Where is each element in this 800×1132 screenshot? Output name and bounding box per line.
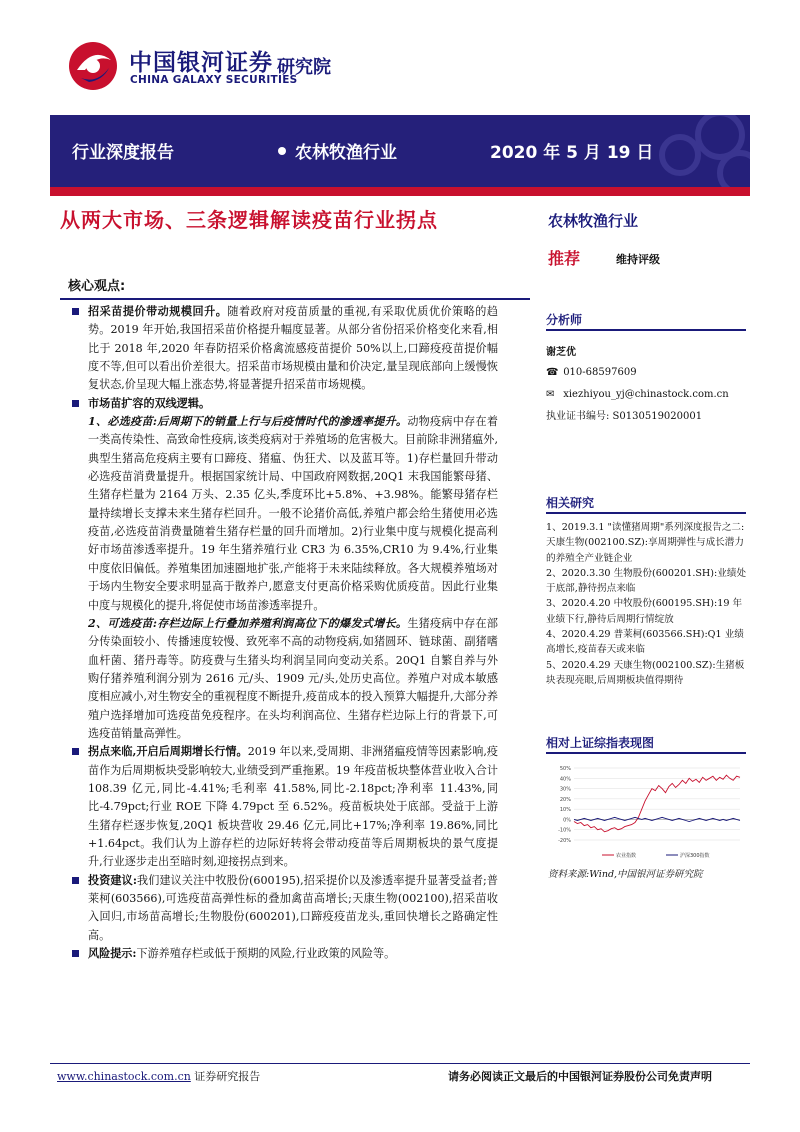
header-band: [50, 115, 750, 187]
report-title: 从两大市场、三条逻辑解读疫苗行业拐点: [60, 208, 438, 232]
y-tick-label: -10%: [558, 827, 571, 834]
y-tick-label: 50%: [559, 766, 571, 772]
research-divider: [546, 512, 746, 514]
footer-disclaimer: 请务必阅读正文最后的中国银河证券股份公司免责声明: [448, 1070, 712, 1083]
analyst-license: 执业证书编号: S0130519020001: [546, 411, 703, 422]
main-body: [88, 303, 498, 963]
core-divider: [60, 298, 530, 300]
footer-divider: [50, 1063, 750, 1064]
analyst-title: 分析师: [546, 313, 583, 327]
galaxy-logo-icon: [67, 40, 119, 92]
analyst-divider: [546, 329, 746, 331]
logo-chinese: 中国银河证券: [129, 50, 273, 76]
analyst-phone: ☎ 010-68597609: [546, 364, 637, 382]
paragraph-5: 风险提示:下游养殖存栏或低于预期的风险,行业政策的风险等。: [88, 945, 498, 963]
core-view-title: 核心观点:: [68, 279, 126, 294]
header-industry: 农林牧渔行业: [295, 143, 397, 163]
section-1: 1、必选疫苗:后周期下的销量上行与后疫情时代的渗透率提升。动物疫病中存在着一类高传染性、高致命性疫病,该类疫病对于养殖场的危害极大。目前除非洲猪瘟外,典型生猪高危疫病主要有口蹄疫、猪瘟、伪狂犬、以及蓝耳等。1)存栏量回升带动必选疫苗消费量提升。根据国家统计局、中国政府网数据,20Q1 末我国能繁母猪、生猪存栏量为 2164 万头、2.35 亿头,季度环比+5.8%、+3.98%。能繁母猪存栏量持续增长支撑未来生猪存栏回升。一般不论猪价高低,养殖户都会给生猪使用必选疫苗,必选疫苗消费量随着生猪存栏量的回升而增加。2)行业集中度与规模化提高利好市场苗渗透率提升。19 年生猪养殖行业 CR3 为 6.35%,CR10 为 9.4%,行业集中度依旧偏低。养殖集团加速圈地扩张,产能将于未来陆续释放。各大规模养殖场对于场内生物安全要求明显高于散养户,愿意支付更高价格采购优质疫苗。因此行业集中度与规模化的提升,将促使市场苗渗透率提升。: [88, 415, 498, 612]
research-item[interactable]: 4、2020.4.29 普莱柯(603566.SH):Q1 业绩高增长,疫苗春天或来临: [546, 629, 744, 656]
chart-title: 相对上证综指表现图: [546, 736, 655, 750]
paragraph-4: 投资建议:我们建议关注中牧股份(600195),招采提价以及渗透率提升显著受益者;普莱柯(603566),可选疫苗高弹性标的叠加禽苗高增长;天康生物(002100),招采苗收入回归,市场苗高增长;生物股份(600201),口蹄疫疫苗龙头,重回快增长之路确定性高。: [88, 872, 498, 945]
y-tick-label: 20%: [559, 796, 571, 803]
chart-source: 资料来源:Wind,中国银河证券研究院: [548, 869, 703, 880]
right-industry: 农林牧渔行业: [548, 212, 639, 230]
report-type: 行业深度报告: [72, 143, 174, 163]
research-title: 相关研究: [546, 496, 595, 510]
y-tick-label: 0%: [563, 817, 571, 824]
logo-english: CHINA GALAXY SECURITIES: [130, 74, 298, 86]
y-tick-label: -20%: [558, 838, 571, 844]
section-2: 2、可选疫苗:存栏边际上行叠加养殖利润高位下的爆发式增长。生猪疫病中存在部分传染面较小、传播速度较慢、致死率不高的动物疫病,如猪圆环、链球菌、副猪嗜血杆菌、猪丹毒等。防疫费与生猪头均利润呈同向变动关系。20Q1 自繁自养与外购仔猪养殖利润分别为 2616 元/头、1909 元/头,处历史高位。养殖户对成本敏感度相应减小,对生物安全的重视程度不断提升,疫苗成本的投入预算大幅提升,大部分养殖户选择增加可选疫苗免疫程序。在头均利润高位、生猪存栏边际上行的背景下,可选疫苗销量高弹性。: [88, 616, 498, 740]
footer-website-link[interactable]: www.chinastock.com.cn: [57, 1070, 191, 1083]
company-logo: [55, 38, 385, 98]
performance-chart: [548, 762, 744, 862]
research-item[interactable]: 1、2019.3.1 "读懂猪周期"系列深度报告之二:天康生物(002100.SZ):享周期弹性与成长潜力的养殖全产业链企业: [546, 522, 745, 564]
paragraph-2-lead: 市场苗扩容的双线逻辑。: [88, 395, 498, 413]
logo-institute: 研究院: [277, 57, 331, 78]
header-red-stripe: [50, 187, 750, 196]
paragraph-1: 招采苗提价带动规模回升。随着政府对疫苗质量的重视,有采取优质优价策略的趋势。2019 年开始,我国招采苗价格提升幅度显著。从部分省份招采价格变化来看,相比于 2018 年,2020 年春防招采价格禽流感疫苗提价 50%以上,口蹄疫疫苗提价幅度不等,但可以看出价差很大。招采苗市场规模由量和价决定,量呈现底部向上缓慢恢复状态,价呈现大幅上涨态势,将显著提升招采苗市场规模。: [88, 303, 498, 395]
footer-left: www.chinastock.com.cn 证券研究报告: [57, 1070, 261, 1083]
legend-label: 农业指数: [616, 853, 637, 859]
paragraph-3: 拐点来临,开启后周期增长行情。2019 年以来,受周期、非洲猪瘟疫情等因素影响,疫苗作为后周期板块受影响较大,业绩受到严重拖累。19 年疫苗板块整体营业收入合计 108.39 亿元,同比-4.41%;毛利率 41.58%,同比-2.18pct;净利率 11.43%,同比-4.79pct;行业 ROE 下降 4.79pct 至 6.52%。疫苗板块处于底部。受益于上游生猪存栏逐步恢复,20Q1 板块营收 29.46 亿元,同比+17%;净利率 19.86%,同比+1.64pct。我们认为上游存栏的边际好转将会带动疫苗等后周期板块的景气度提升,行业逐步走出至暗时刻,迎接拐点到来。: [88, 743, 498, 871]
research-item[interactable]: 3、2020.4.20 中牧股份(600195.SH):19 年业绩下行,静待后周期行情绽放: [546, 598, 743, 625]
email-icon: ✉: [546, 389, 555, 400]
research-item[interactable]: 2、2020.3.30 生物股份(600201.SH):业绩处于底部,静待拐点来临: [546, 567, 747, 595]
research-item[interactable]: 5、2020.4.29 天康生物(002100.SZ):生猪板块表现亮眼,后周期板块值得期待: [546, 659, 745, 686]
separator-dot-icon: [278, 147, 286, 155]
research-list: [546, 520, 748, 688]
rating-note: 维持评级: [616, 253, 660, 266]
analyst-name: 谢芝优: [546, 347, 576, 358]
rating: 推荐: [548, 249, 581, 268]
phone-icon: ☎: [546, 367, 559, 378]
report-date: 2020 年 5 月 19 日: [490, 143, 654, 163]
y-tick-label: 30%: [559, 786, 571, 793]
y-tick-label: 40%: [559, 776, 571, 783]
legend-label: 沪深300指数: [680, 853, 710, 859]
y-tick-label: 10%: [559, 807, 571, 814]
chart-divider: [546, 752, 746, 754]
series-line: [574, 775, 740, 832]
analyst-email[interactable]: ✉ xiezhiyou_yj@chinastock.com.cn: [546, 386, 729, 404]
